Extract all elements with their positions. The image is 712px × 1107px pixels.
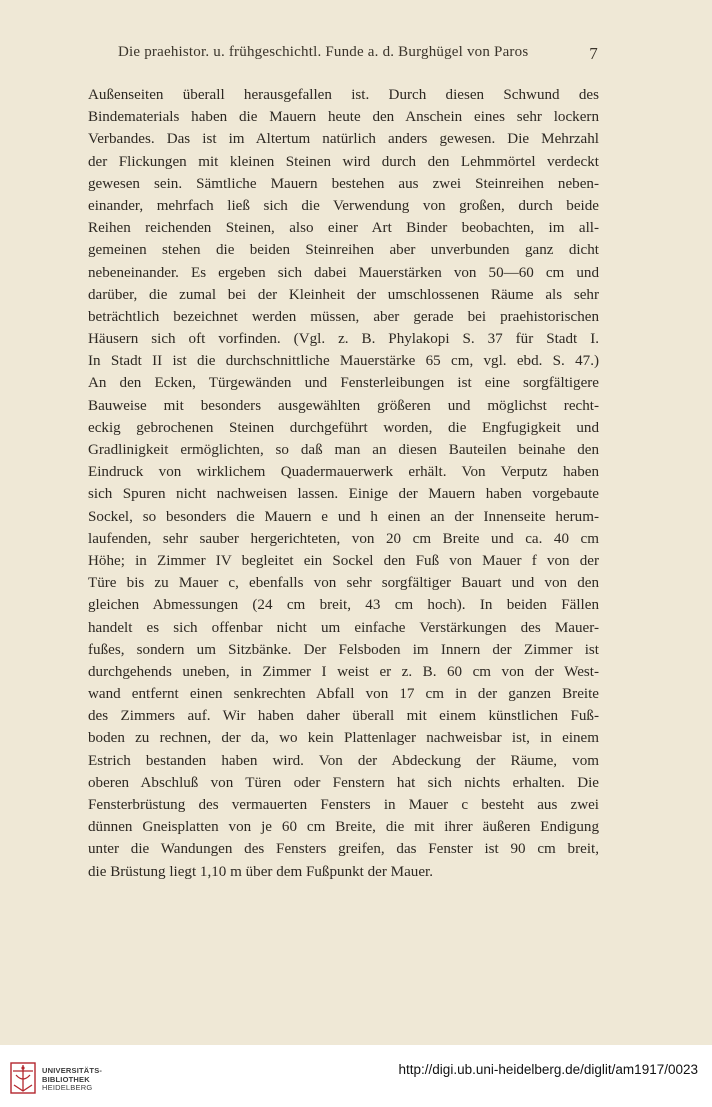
text-line: dünnen Gneisplatten von je 60 cm Breite, die mit ihrer äußeren Endigung: [88, 819, 599, 836]
text-line: des Zimmers auf. Wir haben daher überall mit einem künstlichen Fuß-: [88, 708, 599, 725]
text-line: gleichen Abmessungen (24 cm breit, 43 cm hoch). In beiden Fällen: [88, 597, 599, 614]
text-line: gemeinen stehen die beiden Steinreihen aber unverbunden ganz dicht: [88, 242, 599, 259]
text-line: Eindruck von wirklichem Quadermauerwerk erhält. Von Verputz haben: [88, 464, 599, 481]
text-line: Häusern sich oft vorfinden. (Vgl. z. B. Phylakopi S. 37 für Stadt I.: [88, 331, 599, 348]
text-line: Bauweise mit besonders ausgewählten größeren und möglichst recht-: [88, 397, 599, 414]
text-line: boden zu rechnen, der da, wo kein Plattenlager nachweisbar ist, in einem: [88, 730, 599, 747]
text-line: Höhe; in Zimmer IV begleitet ein Sockel den Fuß von Mauer f von der: [88, 552, 599, 569]
text-line: laufenden, sehr sauber hergerichteten, von 20 cm Breite und ca. 40 cm: [88, 530, 599, 547]
text-line: unter die Wandungen des Fensters greifen, das Fenster ist 90 cm breit,: [88, 841, 599, 858]
source-url-link[interactable]: http://digi.ub.uni-heidelberg.de/diglit/am1917/0023: [398, 1062, 698, 1077]
text-line: Außenseiten überall herausgefallen ist. Durch diesen Schwund des: [88, 87, 599, 103]
text-line: Reihen reichenden Steinen, also einer Art Binder beobachten, im all-: [88, 220, 599, 237]
library-name-line: UNIVERSITÄTS-: [42, 1066, 103, 1075]
text-line: Sockel, so besonders die Mauern e und h einen an der Innenseite herum-: [88, 508, 599, 525]
text-line: nebeneinander. Es ergeben sich dabei Mauerstärken von 50—60 cm und: [88, 264, 599, 281]
text-line: der Flickungen mit kleinen Steinen wird durch den Lehmmörtel verdeckt: [88, 153, 599, 170]
text-line: Gradlinigkeit ermöglichten, so daß man an diesen Bauteilen beinahe den: [88, 442, 599, 458]
text-line: darüber, die zumal bei der Kleinheit der umschlossenen Räume als sehr: [88, 286, 599, 303]
running-head: [90, 44, 598, 66]
text-line: Bindematerials haben die Mauern heute den Anschein eines sehr lockern: [88, 109, 599, 126]
running-head-title: Die praehistor. u. frühgeschichtl. Funde a. d. Burghügel von Paros: [118, 44, 529, 60]
body-text: [88, 84, 599, 883]
university-seal-icon: [8, 1061, 38, 1095]
text-line: beträchtlich bezeichnet werden müssen, aber gerade bei praehistorischen: [88, 308, 599, 325]
text-line: oberen Abschluß von Türen oder Fenstern hat sich nichts erhalten. Die: [88, 774, 599, 791]
text-line: Türe bis zu Mauer c, ebenfalls von sehr sorgfältiger Bauart und von den: [88, 575, 599, 592]
library-name: [42, 1067, 102, 1093]
library-name-line: BIBLIOTHEK: [42, 1074, 90, 1084]
text-line: handelt es sich offenbar nicht um einfache Verstärkungen des Mauer-: [88, 619, 599, 636]
text-line: In Stadt II ist die durchschnittliche Mauerstärke 65 cm, vgl. ebd. S. 47.): [88, 353, 599, 370]
page-number: 7: [589, 44, 598, 63]
library-name-line: HEIDELBERG: [42, 1083, 93, 1092]
text-line: eckig gebrochenen Steinen durchgeführt worden, die Engfugigkeit und: [88, 419, 599, 436]
text-line: An den Ecken, Türgewänden und Fensterleibungen ist eine sorgfältigere: [88, 375, 599, 392]
text-line: Verbandes. Das ist im Altertum natürlich anders gewesen. Die Mehrzahl: [88, 131, 599, 148]
text-line: fußes, sondern um Sitzbänke. Der Felsboden im Innern der Zimmer ist: [88, 641, 599, 658]
text-line: die Brüstung liegt 1,10 m über dem Fußpunkt der Mauer.: [88, 863, 434, 880]
text-line: durchgehends uneben, in Zimmer I weist er z. B. 60 cm von der West-: [88, 663, 599, 680]
footer-bar: [0, 1045, 712, 1107]
text-line: Estrich bestanden haben wird. Von der Abdeckung der Räume, vom: [88, 752, 599, 769]
text-line: Fensterbrüstung des vermauerten Fensters in Mauer c besteht aus zwei: [88, 797, 599, 813]
text-line: gewesen sein. Sämtliche Mauern bestehen aus zwei Steinreihen neben-: [88, 175, 599, 192]
text-line: einander, mehrfach ließ sich die Verwendung von großen, durch beide: [88, 197, 599, 214]
text-line: wand entfernt einen senkrechten Abfall von 17 cm in der ganzen Breite: [88, 686, 599, 703]
text-line: sich Spuren nicht nachweisen lassen. Einige der Mauern haben vorgebaute: [88, 486, 599, 503]
